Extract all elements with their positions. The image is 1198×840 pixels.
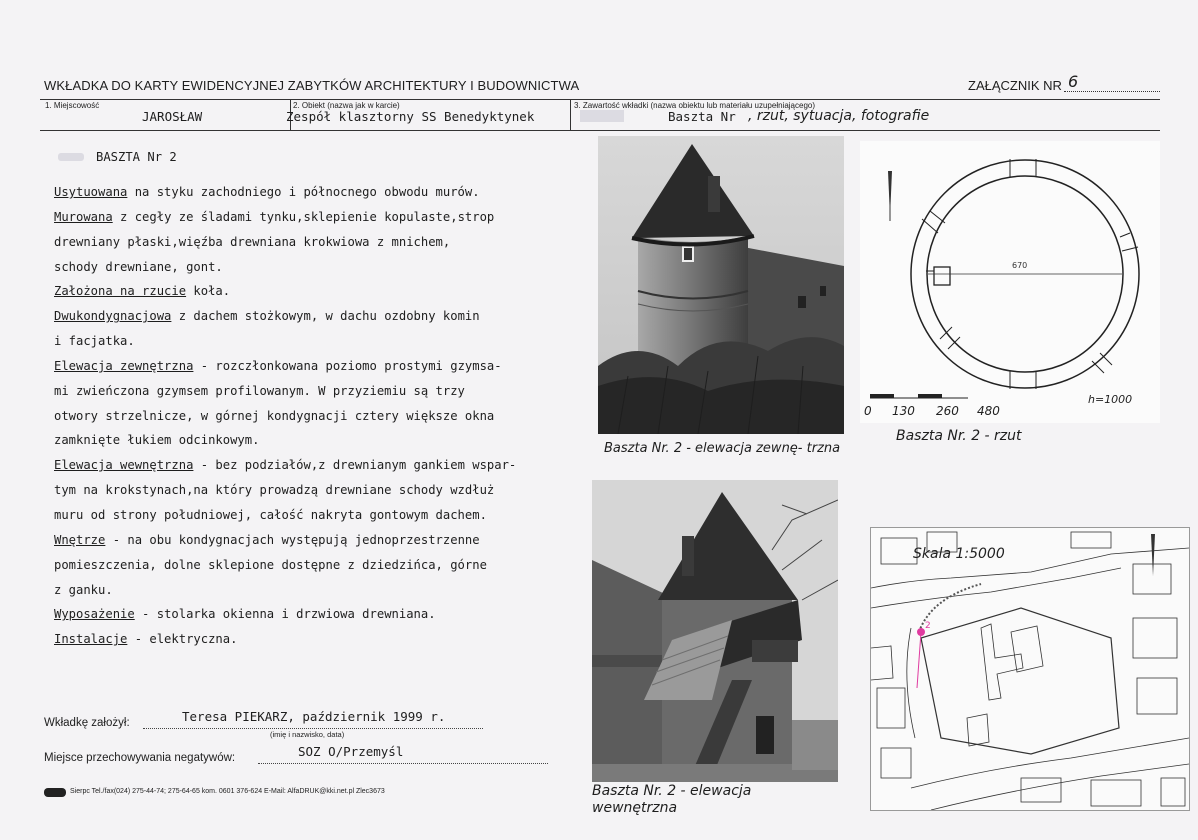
description-line: [54, 478, 584, 503]
description-line: [54, 578, 584, 603]
description-text: - bez podziałów,z drewnianym gankiem wspar-: [193, 458, 517, 473]
description-keyword: Elewacja wewnętrzna: [54, 458, 194, 473]
object-value: Zespół klasztorny SS Benedyktynek: [286, 109, 535, 124]
photo-outer-elevation: [598, 136, 844, 434]
description-line: [54, 528, 584, 553]
header-bottom-rule: [40, 130, 1160, 131]
description-line: [54, 379, 584, 404]
photo-outer-elevation-caption: Baszta Nr. 2 - elewacja zewnę- trzna: [604, 441, 841, 456]
correction-mark: [58, 153, 84, 161]
description-text: na styku zachodniego i północnego obwodu murów.: [127, 185, 480, 199]
description-text: schody drewniane, gont.: [54, 259, 223, 274]
description-line: [54, 230, 584, 255]
contents-label: 3. Zawartość wkładki (nazwa obiektu lub materiału uzupełniającego): [574, 101, 816, 110]
description-text: - rozczłonkowana poziomo prostymi gzymsa-: [193, 358, 502, 373]
scale-tick-130: 130: [892, 404, 915, 418]
storage-value: SOZ O/Przemyśl: [298, 744, 404, 759]
description-text: tym na krokstynach,na który prowadzą drewniane schody wzdłuż: [54, 483, 495, 498]
description-text: z dachem stożkowym, w dachu ozdobny komin: [171, 309, 480, 324]
contents-value-handwritten: , rzut, sytuacja, fotografie: [748, 108, 930, 124]
author-dotted-line: [143, 728, 483, 729]
plan-caption: Baszta Nr. 2 - rzut: [896, 428, 1022, 444]
description-body: [54, 180, 584, 652]
description-keyword: Wyposażenie: [54, 607, 135, 622]
author-hint: (imię i nazwisko, data): [270, 730, 345, 739]
description-text: otwory strzelnicze, w górnej kondygnacji cztery większe okna: [54, 408, 495, 423]
attachment-number-line: [1064, 91, 1160, 92]
description-line: [54, 453, 584, 478]
locality-label: 1. Miejscowość: [45, 101, 100, 110]
scale-tick-0: 0: [864, 404, 872, 418]
storage-dotted-line: [258, 763, 548, 764]
map-marker-label: 2: [925, 621, 931, 631]
description-line: [54, 627, 584, 652]
photo-inner-elevation-caption: Baszta Nr. 2 - elewacja wewnętrzna: [592, 783, 752, 816]
description-line: [54, 428, 584, 453]
attachment-number: 6: [1068, 72, 1079, 91]
description-line: [54, 329, 584, 354]
description-keyword: Murowana: [54, 209, 113, 224]
description-text: - elektryczna.: [127, 632, 238, 647]
description-keyword: Wnętrze: [54, 532, 106, 547]
description-line: [54, 304, 584, 329]
header-top-rule: [40, 99, 1160, 100]
site-map: [870, 527, 1190, 811]
attachment-label: ZAŁĄCZNIK NR: [968, 78, 1062, 93]
description-text: pomieszczenia, dolne sklepione dostępne z dziedzińca, górne: [54, 557, 487, 572]
printer-logo: [44, 788, 66, 797]
description-keyword: Założona na rzucie: [54, 284, 187, 299]
description-line: [54, 404, 584, 429]
description-text: z ganku.: [54, 582, 113, 597]
plan-ratio: h=1000: [1088, 393, 1133, 406]
description-text: drewniany płaski,więźba drewniana krokwiowa z mnichem,: [54, 234, 451, 249]
description-text: muru od strony południowej, całość nakryta gontowym dachem.: [54, 507, 487, 522]
description-text: - stolarka okienna i drzwiowa drewniana.: [134, 607, 436, 622]
plan-dimension: 670: [1012, 261, 1028, 270]
scale-tick-260: 260: [936, 404, 959, 418]
description-keyword: Instalacje: [54, 632, 128, 647]
description-line: [54, 553, 584, 578]
description-line: [54, 205, 584, 230]
description-text: - na obu kondygnacjach występują jednoprzestrzenne: [105, 532, 480, 547]
printer-info: Sierpc Tel./fax(024) 275-44-74; 275-64-65 kom. 0601 376-624 E-Mail: AlfaDRUK@kki.net.pl Zlec3673: [70, 788, 385, 795]
author-label: Wkładkę założył:: [44, 717, 130, 729]
description-line: [54, 255, 584, 280]
description-line: [54, 503, 584, 528]
field-divider-2: [570, 99, 571, 130]
description-text: zamknięte łukiem odcinkowym.: [54, 433, 260, 448]
description-keyword: Elewacja zewnętrzna: [54, 358, 194, 373]
correction-mark: [580, 110, 624, 122]
description-text: koła.: [186, 284, 231, 299]
description-keyword: Dwukondygnacjowa: [54, 309, 172, 324]
document-title: WKŁADKA DO KARTY EWIDENCYJNEJ ZABYTKÓW ARCHITEKTURY I BUDOWNICTWA: [44, 78, 580, 93]
storage-label: Miejsce przechowywania negatywów:: [44, 752, 236, 764]
author-value: Teresa PIEKARZ, październik 1999 r.: [182, 709, 446, 724]
description-text: z cegły ze śladami tynku,sklepienie kopulaste,strop: [112, 209, 495, 224]
description-line: [54, 180, 584, 205]
description-text: mi zwieńczona gzymsem profilowanym. W przyziemiu są trzy: [54, 383, 465, 398]
description-line: [54, 279, 584, 304]
object-label: 2. Obiekt (nazwa jak w karcie): [293, 101, 400, 110]
description-line: [54, 354, 584, 379]
locality-value: JAROSŁAW: [142, 109, 203, 124]
contents-value-typed: Baszta Nr: [668, 109, 736, 124]
plan-drawing: [860, 141, 1160, 423]
description-line: [54, 602, 584, 627]
scale-tick-480: 480: [977, 404, 1000, 418]
section-title: BASZTA Nr 2: [96, 150, 177, 164]
description-keyword: Usytuowana: [54, 185, 128, 199]
description-text: i facjatka.: [54, 334, 135, 349]
map-scale: Skala 1:5000: [913, 546, 1005, 562]
photo-inner-elevation: [592, 480, 838, 782]
